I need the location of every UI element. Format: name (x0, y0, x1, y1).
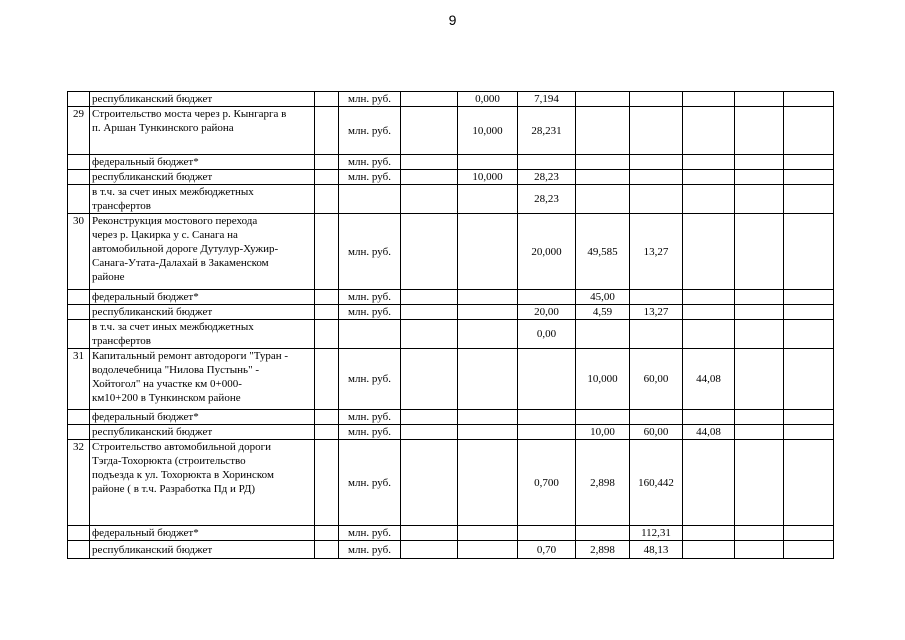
table-row (68, 410, 834, 425)
unit-cell: млн. руб. (339, 290, 401, 305)
value-cell (458, 425, 518, 440)
item-name-line: федеральный бюджет* (92, 527, 199, 539)
value-cell: 28,23 (518, 170, 576, 185)
value-cell (458, 185, 518, 214)
item-name-line: подъезда к ул. Тохорюкта в Хоринском (92, 469, 274, 481)
spacer-cell (315, 541, 339, 559)
item-name-line: автомобильной дороге Дутулур-Хужир- (92, 243, 279, 255)
value-cell (401, 320, 458, 349)
page-number: 9 (448, 12, 457, 28)
spacer-cell (315, 425, 339, 440)
item-name-line: федеральный бюджет* (92, 156, 199, 168)
row-number: 29 (68, 107, 90, 155)
table-row (68, 170, 834, 185)
spacer-cell (315, 155, 339, 170)
spacer-cell (315, 320, 339, 349)
unit-cell: млн. руб. (339, 425, 401, 440)
table-row (68, 526, 834, 541)
table-row (68, 290, 834, 305)
value-cell (683, 541, 735, 559)
value-cell (401, 107, 458, 155)
item-name (90, 349, 315, 410)
spacer-cell (315, 170, 339, 185)
value-cell: 4,59 (576, 305, 630, 320)
value-cell (735, 526, 784, 541)
value-cell (784, 320, 834, 349)
spacer-cell (315, 440, 339, 526)
table-row (68, 349, 834, 410)
item-name (90, 92, 315, 107)
value-cell (401, 305, 458, 320)
value-cell (630, 320, 683, 349)
value-cell: 49,585 (576, 214, 630, 290)
value-cell (458, 290, 518, 305)
value-cell (630, 92, 683, 107)
table-row (68, 155, 834, 170)
value-cell (401, 92, 458, 107)
item-name (90, 290, 315, 305)
item-name-line: в т.ч. за счет иных межбюджетных (92, 321, 254, 333)
item-name-line: республиканский бюджет (92, 426, 213, 438)
item-name (90, 107, 315, 155)
value-cell (683, 214, 735, 290)
value-cell (735, 410, 784, 425)
item-name-line: Строительство автомобильной дороги (92, 441, 271, 453)
item-name-line: федеральный бюджет* (92, 411, 199, 423)
value-cell (683, 410, 735, 425)
item-name (90, 526, 315, 541)
item-name-line: п. Аршан Тункинского района (92, 122, 234, 134)
value-cell (784, 170, 834, 185)
value-cell (735, 541, 784, 559)
item-name-line: водолечебница "Нилова Пустынь" - (92, 364, 259, 376)
value-cell: 2,898 (576, 440, 630, 526)
spacer-cell (315, 349, 339, 410)
value-cell (784, 526, 834, 541)
value-cell (630, 290, 683, 305)
value-cell (458, 349, 518, 410)
table-row (68, 305, 834, 320)
row-number (68, 541, 90, 559)
value-cell (683, 185, 735, 214)
item-name-line: трансфертов (92, 335, 151, 347)
spacer-cell (315, 410, 339, 425)
item-name-line: районе (92, 271, 125, 283)
value-cell (735, 185, 784, 214)
value-cell: 60,00 (630, 425, 683, 440)
row-number: 32 (68, 440, 90, 526)
value-cell: 112,31 (630, 526, 683, 541)
unit-cell: млн. руб. (339, 410, 401, 425)
spacer-cell (315, 107, 339, 155)
value-cell: 2,898 (576, 541, 630, 559)
table-row (68, 320, 834, 349)
item-name-line: республиканский бюджет (92, 171, 213, 183)
item-name (90, 425, 315, 440)
item-name (90, 185, 315, 214)
value-cell (576, 320, 630, 349)
value-cell (401, 425, 458, 440)
value-cell (784, 155, 834, 170)
value-cell: 0,700 (518, 440, 576, 526)
row-number (68, 185, 90, 214)
item-name-line: республиканский бюджет (92, 93, 213, 105)
item-name (90, 155, 315, 170)
value-cell: 28,23 (518, 185, 576, 214)
value-cell (401, 214, 458, 290)
value-cell (784, 185, 834, 214)
item-name-line: Хойтогол" на участке км 0+000- (92, 378, 242, 390)
table-row (68, 92, 834, 107)
value-cell (518, 410, 576, 425)
value-cell: 60,00 (630, 349, 683, 410)
value-cell (458, 214, 518, 290)
value-cell: 45,00 (576, 290, 630, 305)
value-cell (401, 541, 458, 559)
value-cell (784, 425, 834, 440)
value-cell (458, 410, 518, 425)
value-cell (458, 526, 518, 541)
item-name (90, 305, 315, 320)
row-number (68, 526, 90, 541)
value-cell (458, 440, 518, 526)
unit-cell: млн. руб. (339, 107, 401, 155)
value-cell (784, 214, 834, 290)
value-cell (735, 305, 784, 320)
unit-cell: млн. руб. (339, 155, 401, 170)
value-cell (784, 92, 834, 107)
unit-cell: млн. руб. (339, 526, 401, 541)
value-cell (784, 410, 834, 425)
value-cell (683, 290, 735, 305)
row-number (68, 320, 90, 349)
spacer-cell (315, 305, 339, 320)
value-cell: 44,08 (683, 349, 735, 410)
spacer-cell (315, 290, 339, 305)
unit-cell: млн. руб. (339, 92, 401, 107)
spacer-cell (315, 92, 339, 107)
value-cell (735, 349, 784, 410)
item-name-line: федеральный бюджет* (92, 291, 199, 303)
value-cell: 20,00 (518, 305, 576, 320)
value-cell (735, 290, 784, 305)
value-cell (683, 155, 735, 170)
value-cell (683, 107, 735, 155)
value-cell (401, 155, 458, 170)
value-cell (683, 526, 735, 541)
spacer-cell (315, 214, 339, 290)
row-number (68, 410, 90, 425)
item-name (90, 214, 315, 290)
value-cell: 0,70 (518, 541, 576, 559)
item-name (90, 410, 315, 425)
unit-cell: млн. руб. (339, 440, 401, 526)
item-name-line: через р. Цакирка у с. Санага на (92, 229, 238, 241)
value-cell: 10,00 (576, 425, 630, 440)
value-cell: 0,000 (458, 92, 518, 107)
item-name-line: Реконструкция мостового перехода (92, 215, 258, 227)
value-cell (576, 526, 630, 541)
value-cell (576, 107, 630, 155)
value-cell: 13,27 (630, 305, 683, 320)
item-name-line: трансфертов (92, 200, 151, 212)
value-cell: 44,08 (683, 425, 735, 440)
value-cell: 7,194 (518, 92, 576, 107)
value-cell (401, 349, 458, 410)
table-row (68, 214, 834, 290)
item-name-line: км10+200 в Тункинском районе (92, 392, 241, 404)
value-cell (784, 440, 834, 526)
item-name-line: в т.ч. за счет иных межбюджетных (92, 186, 254, 198)
item-name-line: Строительство моста через р. Кынгарга в (92, 108, 287, 120)
value-cell (576, 92, 630, 107)
value-cell: 10,000 (458, 107, 518, 155)
row-number: 30 (68, 214, 90, 290)
value-cell: 28,231 (518, 107, 576, 155)
value-cell (735, 107, 784, 155)
item-name-line: республиканский бюджет (92, 543, 213, 556)
value-cell (735, 425, 784, 440)
value-cell (784, 305, 834, 320)
value-cell (518, 349, 576, 410)
table-row (68, 107, 834, 155)
value-cell (784, 349, 834, 410)
value-cell (401, 526, 458, 541)
value-cell (683, 92, 735, 107)
value-cell: 0,00 (518, 320, 576, 349)
value-cell (735, 320, 784, 349)
item-name (90, 440, 315, 526)
value-cell (630, 155, 683, 170)
value-cell (630, 410, 683, 425)
row-number: 31 (68, 349, 90, 410)
unit-cell: млн. руб. (339, 214, 401, 290)
value-cell (458, 320, 518, 349)
value-cell (735, 155, 784, 170)
value-cell (518, 526, 576, 541)
value-cell (458, 155, 518, 170)
value-cell (683, 440, 735, 526)
table-row (68, 541, 834, 559)
value-cell (630, 107, 683, 155)
value-cell: 13,27 (630, 214, 683, 290)
row-number (68, 170, 90, 185)
unit-cell (339, 185, 401, 214)
value-cell (576, 185, 630, 214)
value-cell: 20,000 (518, 214, 576, 290)
value-cell (458, 541, 518, 559)
value-cell (458, 305, 518, 320)
value-cell (735, 92, 784, 107)
value-cell (784, 107, 834, 155)
table-row (68, 425, 834, 440)
value-cell (401, 290, 458, 305)
value-cell (735, 440, 784, 526)
item-name (90, 170, 315, 185)
item-name-line: Тэгда-Тохорюкта (строительство (92, 455, 246, 467)
value-cell (518, 155, 576, 170)
value-cell (683, 305, 735, 320)
table-row (68, 440, 834, 526)
value-cell (630, 185, 683, 214)
value-cell (630, 170, 683, 185)
value-cell (518, 425, 576, 440)
unit-cell: млн. руб. (339, 541, 401, 559)
value-cell: 160,442 (630, 440, 683, 526)
row-number (68, 92, 90, 107)
value-cell (401, 410, 458, 425)
value-cell (683, 170, 735, 185)
value-cell (401, 170, 458, 185)
value-cell (683, 320, 735, 349)
value-cell (784, 290, 834, 305)
unit-cell: млн. руб. (339, 349, 401, 410)
value-cell: 10,000 (576, 349, 630, 410)
unit-cell (339, 320, 401, 349)
value-cell (576, 410, 630, 425)
row-number (68, 425, 90, 440)
value-cell (576, 170, 630, 185)
table-row (68, 185, 834, 214)
item-name-line: Санага-Утата-Далахай в Закаменском (92, 257, 269, 269)
spacer-cell (315, 185, 339, 214)
spacer-cell (315, 526, 339, 541)
item-name (90, 541, 315, 559)
value-cell: 10,000 (458, 170, 518, 185)
item-name-line: республиканский бюджет (92, 306, 213, 318)
value-cell: 48,13 (630, 541, 683, 559)
unit-cell: млн. руб. (339, 170, 401, 185)
value-cell (576, 155, 630, 170)
value-cell (784, 541, 834, 559)
item-name-line: Капитальный ремонт автодороги "Туран - (92, 350, 289, 362)
value-cell (735, 214, 784, 290)
value-cell (401, 440, 458, 526)
row-number (68, 155, 90, 170)
value-cell (518, 290, 576, 305)
budget-table (67, 91, 834, 559)
item-name-line: районе ( в т.ч. Разработка Пд и РД) (92, 483, 256, 495)
row-number (68, 290, 90, 305)
value-cell (735, 170, 784, 185)
value-cell (401, 185, 458, 214)
row-number (68, 305, 90, 320)
item-name (90, 320, 315, 349)
unit-cell: млн. руб. (339, 305, 401, 320)
